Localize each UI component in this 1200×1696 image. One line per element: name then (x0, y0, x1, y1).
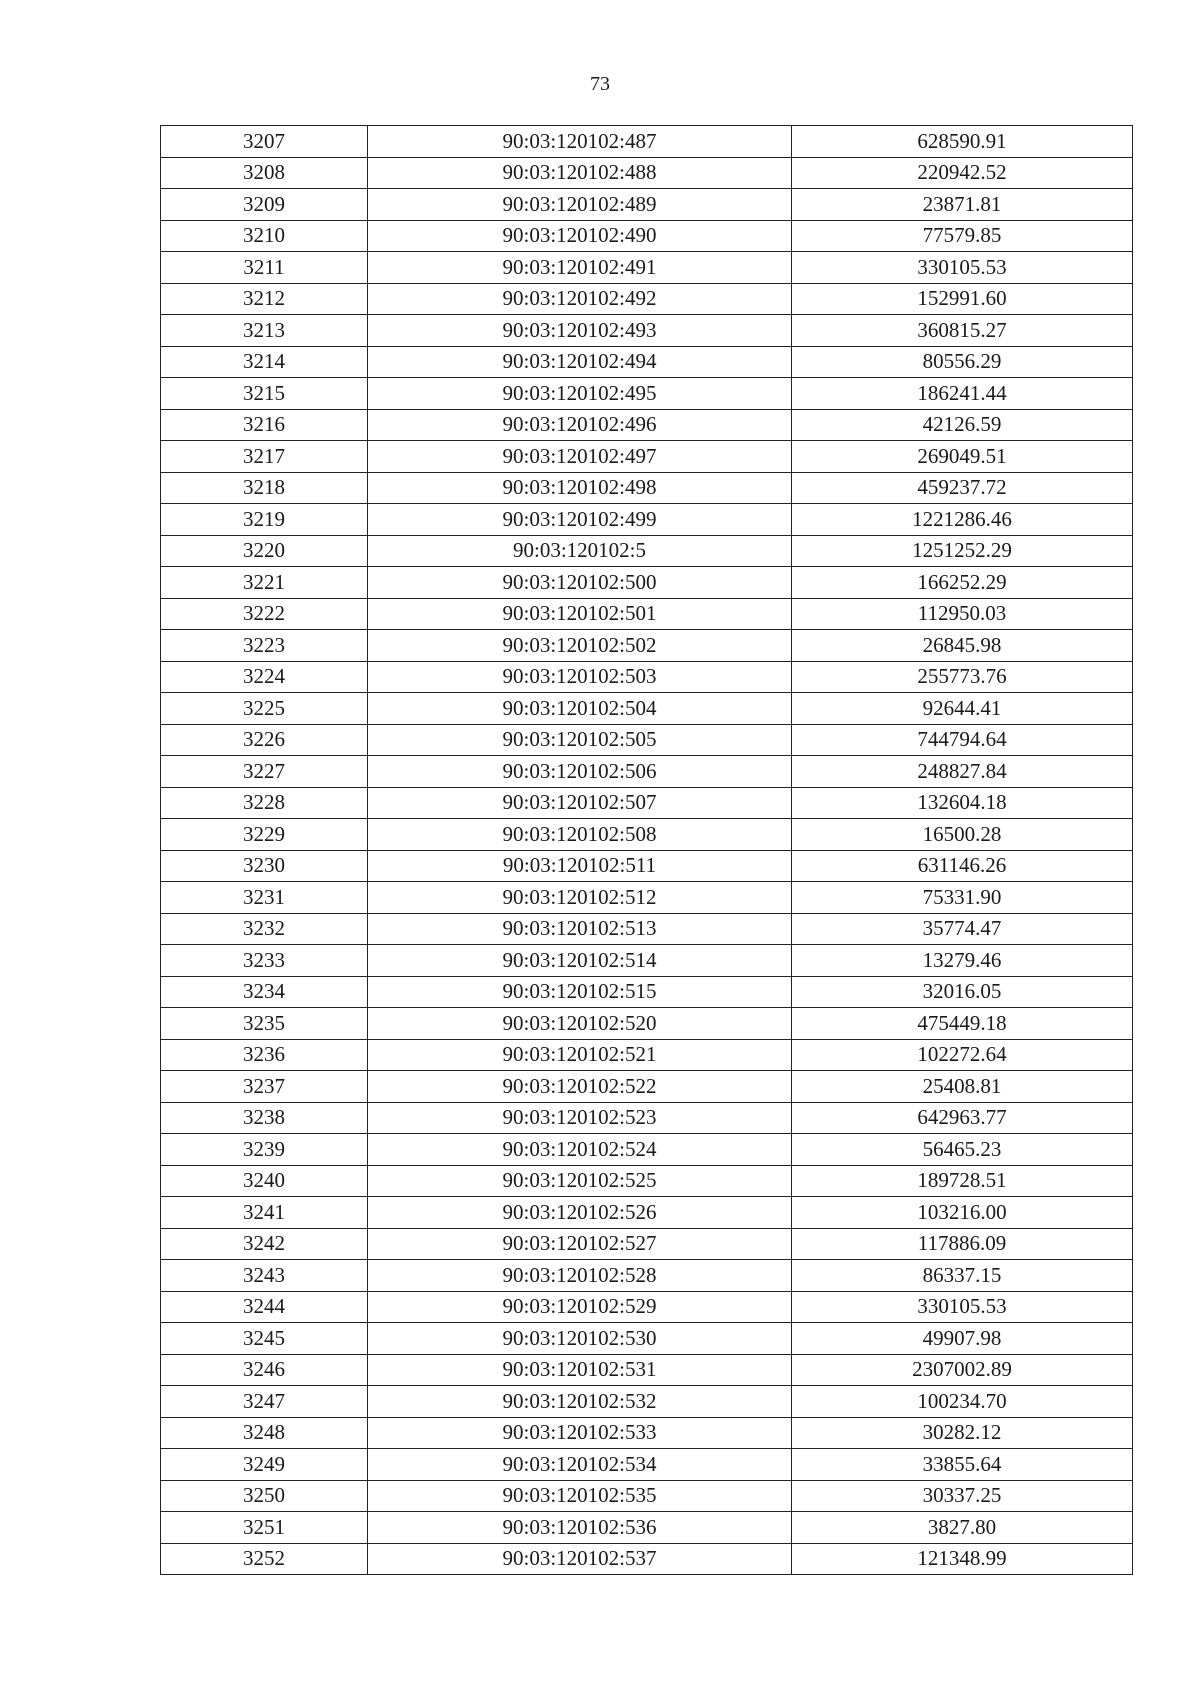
table-row (161, 252, 1133, 284)
cadastral-number-cell: 90:03:120102:529 (368, 1291, 792, 1323)
value-cell: 744794.64 (792, 724, 1133, 756)
table-row (161, 283, 1133, 315)
cadastral-number-cell: 90:03:120102:490 (368, 220, 792, 252)
cadastral-number-cell: 90:03:120102:528 (368, 1260, 792, 1292)
value-cell: 102272.64 (792, 1039, 1133, 1071)
table-row (161, 1354, 1133, 1386)
row-number-cell: 3247 (161, 1386, 368, 1418)
page-number: 73 (590, 73, 610, 95)
value-cell: 121348.99 (792, 1543, 1133, 1575)
cadastral-number-cell: 90:03:120102:532 (368, 1386, 792, 1418)
cadastral-number-cell: 90:03:120102:521 (368, 1039, 792, 1071)
table-row (161, 567, 1133, 599)
row-number-cell: 3243 (161, 1260, 368, 1292)
table-row (161, 882, 1133, 914)
table-row (161, 1071, 1133, 1103)
row-number-cell: 3252 (161, 1543, 368, 1575)
table-row (161, 598, 1133, 630)
table-row (161, 1165, 1133, 1197)
row-number-cell: 3250 (161, 1480, 368, 1512)
cadastral-number-cell: 90:03:120102:526 (368, 1197, 792, 1229)
row-number-cell: 3227 (161, 756, 368, 788)
value-cell: 628590.91 (792, 126, 1133, 158)
table-row (161, 1008, 1133, 1040)
cadastral-number-cell: 90:03:120102:508 (368, 819, 792, 851)
table-row (161, 535, 1133, 567)
value-cell: 248827.84 (792, 756, 1133, 788)
row-number-cell: 3209 (161, 189, 368, 221)
table-row (161, 913, 1133, 945)
value-cell: 80556.29 (792, 346, 1133, 378)
cadastral-number-cell: 90:03:120102:507 (368, 787, 792, 819)
row-number-cell: 3232 (161, 913, 368, 945)
value-cell: 330105.53 (792, 1291, 1133, 1323)
value-cell: 117886.09 (792, 1228, 1133, 1260)
cadastral-table (160, 125, 1133, 1575)
row-number-cell: 3210 (161, 220, 368, 252)
row-number-cell: 3230 (161, 850, 368, 882)
value-cell: 100234.70 (792, 1386, 1133, 1418)
table-row (161, 661, 1133, 693)
value-cell: 166252.29 (792, 567, 1133, 599)
value-cell: 30337.25 (792, 1480, 1133, 1512)
table-row (161, 504, 1133, 536)
table-row (161, 1039, 1133, 1071)
row-number-cell: 3207 (161, 126, 368, 158)
value-cell: 112950.03 (792, 598, 1133, 630)
table-row (161, 189, 1133, 221)
cadastral-number-cell: 90:03:120102:504 (368, 693, 792, 725)
value-cell: 56465.23 (792, 1134, 1133, 1166)
table-row (161, 220, 1133, 252)
value-cell: 2307002.89 (792, 1354, 1133, 1386)
row-number-cell: 3219 (161, 504, 368, 536)
row-number-cell: 3241 (161, 1197, 368, 1229)
row-number-cell: 3214 (161, 346, 368, 378)
value-cell: 3827.80 (792, 1512, 1133, 1544)
table-row (161, 850, 1133, 882)
table-row (161, 157, 1133, 189)
table-row (161, 441, 1133, 473)
row-number-cell: 3217 (161, 441, 368, 473)
row-number-cell: 3223 (161, 630, 368, 662)
cadastral-number-cell: 90:03:120102:489 (368, 189, 792, 221)
value-cell: 152991.60 (792, 283, 1133, 315)
cadastral-number-cell: 90:03:120102:536 (368, 1512, 792, 1544)
row-number-cell: 3221 (161, 567, 368, 599)
value-cell: 330105.53 (792, 252, 1133, 284)
value-cell: 186241.44 (792, 378, 1133, 410)
table-row (161, 787, 1133, 819)
row-number-cell: 3249 (161, 1449, 368, 1481)
cadastral-number-cell: 90:03:120102:496 (368, 409, 792, 441)
row-number-cell: 3242 (161, 1228, 368, 1260)
row-number-cell: 3226 (161, 724, 368, 756)
value-cell: 360815.27 (792, 315, 1133, 347)
row-number-cell: 3215 (161, 378, 368, 410)
table-row (161, 1260, 1133, 1292)
cadastral-number-cell: 90:03:120102:513 (368, 913, 792, 945)
table-row (161, 1449, 1133, 1481)
table-row (161, 819, 1133, 851)
cadastral-number-cell: 90:03:120102:537 (368, 1543, 792, 1575)
value-cell: 1251252.29 (792, 535, 1133, 567)
table-row (161, 1291, 1133, 1323)
table-row (161, 1228, 1133, 1260)
cadastral-number-cell: 90:03:120102:492 (368, 283, 792, 315)
table-row (161, 693, 1133, 725)
value-cell: 642963.77 (792, 1102, 1133, 1134)
row-number-cell: 3235 (161, 1008, 368, 1040)
cadastral-number-cell: 90:03:120102:487 (368, 126, 792, 158)
cadastral-number-cell: 90:03:120102:530 (368, 1323, 792, 1355)
row-number-cell: 3228 (161, 787, 368, 819)
table-row (161, 315, 1133, 347)
table-row (161, 1386, 1133, 1418)
row-number-cell: 3233 (161, 945, 368, 977)
row-number-cell: 3244 (161, 1291, 368, 1323)
value-cell: 42126.59 (792, 409, 1133, 441)
table-row (161, 945, 1133, 977)
value-cell: 33855.64 (792, 1449, 1133, 1481)
row-number-cell: 3251 (161, 1512, 368, 1544)
value-cell: 75331.90 (792, 882, 1133, 914)
table-row (161, 1543, 1133, 1575)
value-cell: 35774.47 (792, 913, 1133, 945)
cadastral-number-cell: 90:03:120102:512 (368, 882, 792, 914)
cadastral-number-cell: 90:03:120102:494 (368, 346, 792, 378)
cadastral-number-cell: 90:03:120102:495 (368, 378, 792, 410)
table-row (161, 1417, 1133, 1449)
cadastral-number-cell: 90:03:120102:498 (368, 472, 792, 504)
cadastral-number-cell: 90:03:120102:501 (368, 598, 792, 630)
value-cell: 255773.76 (792, 661, 1133, 693)
table-row (161, 1323, 1133, 1355)
value-cell: 30282.12 (792, 1417, 1133, 1449)
row-number-cell: 3216 (161, 409, 368, 441)
table-row (161, 1512, 1133, 1544)
value-cell: 132604.18 (792, 787, 1133, 819)
cadastral-number-cell: 90:03:120102:500 (368, 567, 792, 599)
cadastral-number-cell: 90:03:120102:522 (368, 1071, 792, 1103)
row-number-cell: 3237 (161, 1071, 368, 1103)
cadastral-number-cell: 90:03:120102:525 (368, 1165, 792, 1197)
table-row (161, 1197, 1133, 1229)
cadastral-number-cell: 90:03:120102:514 (368, 945, 792, 977)
cadastral-number-cell: 90:03:120102:523 (368, 1102, 792, 1134)
table-row (161, 126, 1133, 158)
row-number-cell: 3218 (161, 472, 368, 504)
table-row (161, 976, 1133, 1008)
row-number-cell: 3234 (161, 976, 368, 1008)
value-cell: 25408.81 (792, 1071, 1133, 1103)
cadastral-number-cell: 90:03:120102:533 (368, 1417, 792, 1449)
table-row (161, 472, 1133, 504)
value-cell: 92644.41 (792, 693, 1133, 725)
cadastral-number-cell: 90:03:120102:506 (368, 756, 792, 788)
value-cell: 631146.26 (792, 850, 1133, 882)
cadastral-number-cell: 90:03:120102:515 (368, 976, 792, 1008)
value-cell: 49907.98 (792, 1323, 1133, 1355)
table-row (161, 1102, 1133, 1134)
row-number-cell: 3229 (161, 819, 368, 851)
cadastral-number-cell: 90:03:120102:488 (368, 157, 792, 189)
row-number-cell: 3225 (161, 693, 368, 725)
cadastral-number-cell: 90:03:120102:497 (368, 441, 792, 473)
value-cell: 475449.18 (792, 1008, 1133, 1040)
cadastral-number-cell: 90:03:120102:499 (368, 504, 792, 536)
value-cell: 220942.52 (792, 157, 1133, 189)
cadastral-number-cell: 90:03:120102:491 (368, 252, 792, 284)
value-cell: 13279.46 (792, 945, 1133, 977)
row-number-cell: 3231 (161, 882, 368, 914)
value-cell: 1221286.46 (792, 504, 1133, 536)
cadastral-number-cell: 90:03:120102:502 (368, 630, 792, 662)
table-row (161, 756, 1133, 788)
cadastral-number-cell: 90:03:120102:5 (368, 535, 792, 567)
row-number-cell: 3222 (161, 598, 368, 630)
table-row (161, 409, 1133, 441)
cadastral-number-cell: 90:03:120102:534 (368, 1449, 792, 1481)
row-number-cell: 3239 (161, 1134, 368, 1166)
value-cell: 32016.05 (792, 976, 1133, 1008)
cadastral-number-cell: 90:03:120102:527 (368, 1228, 792, 1260)
cadastral-number-cell: 90:03:120102:493 (368, 315, 792, 347)
row-number-cell: 3240 (161, 1165, 368, 1197)
row-number-cell: 3245 (161, 1323, 368, 1355)
cadastral-number-cell: 90:03:120102:511 (368, 850, 792, 882)
value-cell: 26845.98 (792, 630, 1133, 662)
table-row (161, 1134, 1133, 1166)
table-row (161, 724, 1133, 756)
row-number-cell: 3213 (161, 315, 368, 347)
table-body (161, 126, 1133, 1575)
table-row (161, 1480, 1133, 1512)
table-row (161, 378, 1133, 410)
value-cell: 77579.85 (792, 220, 1133, 252)
cadastral-number-cell: 90:03:120102:531 (368, 1354, 792, 1386)
cadastral-number-cell: 90:03:120102:524 (368, 1134, 792, 1166)
row-number-cell: 3211 (161, 252, 368, 284)
value-cell: 16500.28 (792, 819, 1133, 851)
cadastral-number-cell: 90:03:120102:503 (368, 661, 792, 693)
row-number-cell: 3246 (161, 1354, 368, 1386)
row-number-cell: 3208 (161, 157, 368, 189)
row-number-cell: 3248 (161, 1417, 368, 1449)
cadastral-number-cell: 90:03:120102:505 (368, 724, 792, 756)
value-cell: 189728.51 (792, 1165, 1133, 1197)
cadastral-number-cell: 90:03:120102:535 (368, 1480, 792, 1512)
cadastral-number-cell: 90:03:120102:520 (368, 1008, 792, 1040)
row-number-cell: 3238 (161, 1102, 368, 1134)
row-number-cell: 3236 (161, 1039, 368, 1071)
row-number-cell: 3220 (161, 535, 368, 567)
row-number-cell: 3212 (161, 283, 368, 315)
table-row (161, 630, 1133, 662)
value-cell: 459237.72 (792, 472, 1133, 504)
row-number-cell: 3224 (161, 661, 368, 693)
value-cell: 103216.00 (792, 1197, 1133, 1229)
value-cell: 23871.81 (792, 189, 1133, 221)
value-cell: 269049.51 (792, 441, 1133, 473)
table-row (161, 346, 1133, 378)
value-cell: 86337.15 (792, 1260, 1133, 1292)
